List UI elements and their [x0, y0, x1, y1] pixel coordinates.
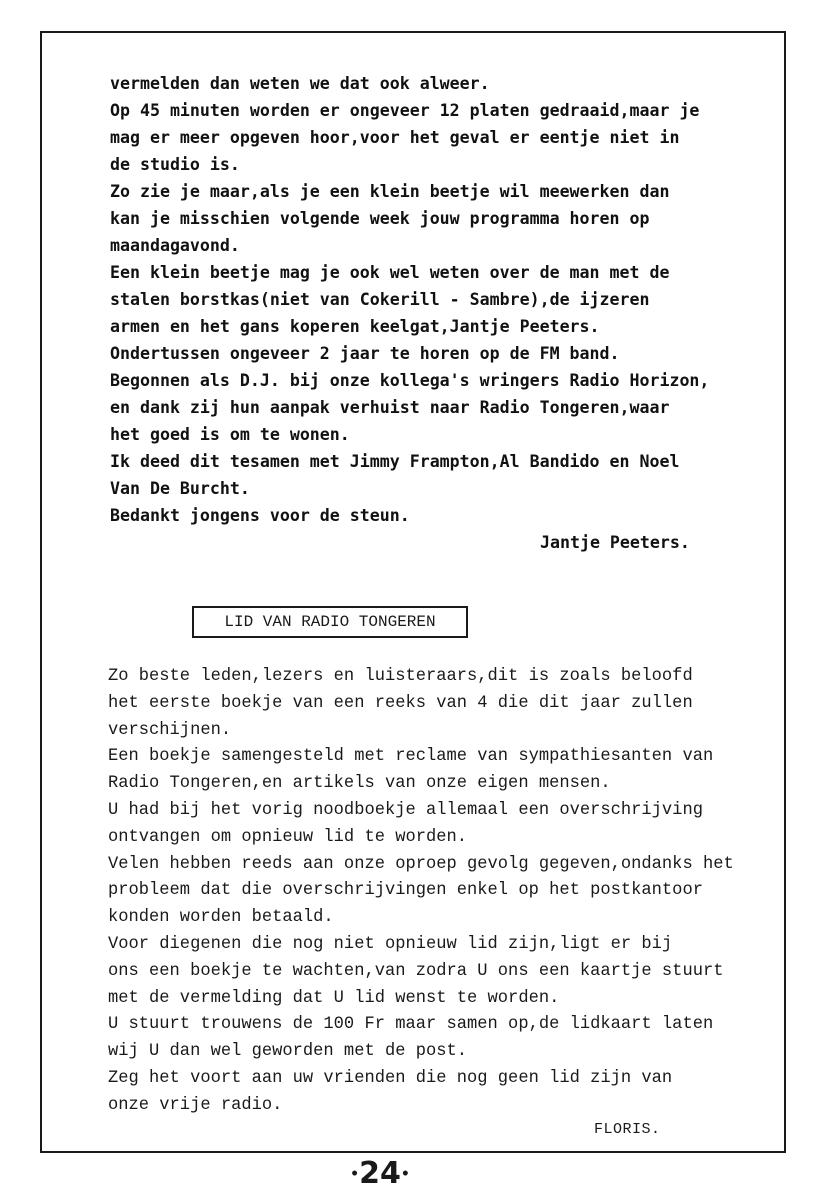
text-line: vermelden dan weten we dat ook alweer. — [110, 74, 490, 93]
text-line: onze vrije radio. — [108, 1095, 283, 1115]
page-number-dot-right: • — [400, 1166, 410, 1183]
text-line: kan je misschien volgende week jouw programma horen op — [110, 209, 650, 228]
article-jantje-peeters — [110, 70, 790, 556]
text-line: Bedankt jongens voor de steun. — [110, 506, 410, 525]
signature-jantje-peeters: Jantje Peeters. — [540, 533, 690, 552]
text-line: wij U dan wel geworden met de post. — [108, 1042, 468, 1062]
text-line: Ondertussen ongeveer 2 jaar te horen op de FM band. — [110, 344, 620, 363]
section-heading-lid-van-radio-tongeren: LID VAN RADIO TONGEREN — [192, 606, 468, 638]
text-line: het goed is om te wonen. — [110, 425, 350, 444]
text-line: mag er meer opgeven hoor,voor het geval er eentje niet in — [110, 128, 680, 147]
text-line: Velen hebben reeds aan onze oproep gevolg gegeven,ondanks het — [108, 854, 734, 874]
text-line: U stuurt trouwens de 100 Fr maar samen op,de lidkaart laten — [108, 1015, 714, 1035]
text-line: U had bij het vorig noodboekje allemaal een overschrijving — [108, 800, 703, 820]
text-line: met de vermelding dat U lid wenst te worden. — [108, 988, 560, 1008]
text-line: Van De Burcht. — [110, 479, 250, 498]
signature-floris: FLORIS. — [594, 1121, 661, 1138]
text-line: de studio is. — [110, 155, 240, 174]
text-line: Radio Tongeren,en artikels van onze eigen mensen. — [108, 774, 611, 794]
text-line: stalen borstkas(niet van Cokerill - Sambre),de ijzeren — [110, 290, 650, 309]
text-line: Een klein beetje mag je ook wel weten over de man met de — [110, 263, 670, 282]
page-number-dot-left: • — [350, 1166, 360, 1183]
text-line: Zo zie je maar,als je een klein beetje wil meewerken dan — [110, 182, 670, 201]
text-line: Een boekje samengesteld met reclame van sympathiesanten van — [108, 747, 714, 767]
text-line: Ik deed dit tesamen met Jimmy Frampton,Al Bandido en Noel — [110, 452, 680, 471]
text-line: en dank zij hun aanpak verhuist naar Radio Tongeren,waar — [110, 398, 670, 417]
article-lid-van-radio-tongeren — [108, 664, 798, 1120]
text-line: Begonnen als D.J. bij onze kollega's wringers Radio Horizon, — [110, 371, 710, 390]
text-line: Op 45 minuten worden er ongeveer 12 platen gedraaid,maar je — [110, 101, 700, 120]
text-line: armen en het gans koperen keelgat,Jantje Peeters. — [110, 317, 600, 336]
text-line: konden worden betaald. — [108, 908, 334, 928]
text-line: Zeg het voort aan uw vrienden die nog geen lid zijn van — [108, 1068, 673, 1088]
text-line: Voor diegenen die nog niet opnieuw lid zijn,ligt er bij — [108, 934, 673, 954]
text-line: probleem dat die overschrijvingen enkel op het postkantoor — [108, 881, 703, 901]
page-number-value: 24 — [359, 1156, 401, 1191]
page-number — [340, 1156, 420, 1192]
text-line: ontvangen om opnieuw lid te worden. — [108, 827, 468, 847]
text-line: verschijnen. — [108, 720, 232, 740]
text-line: Zo beste leden,lezers en luisteraars,dit is zoals beloofd — [108, 667, 693, 686]
text-line: maandagavond. — [110, 236, 240, 255]
text-line: het eerste boekje van een reeks van 4 die dit jaar zullen — [108, 693, 693, 713]
text-line: ons een boekje te wachten,van zodra U ons een kaartje stuurt — [108, 961, 724, 981]
